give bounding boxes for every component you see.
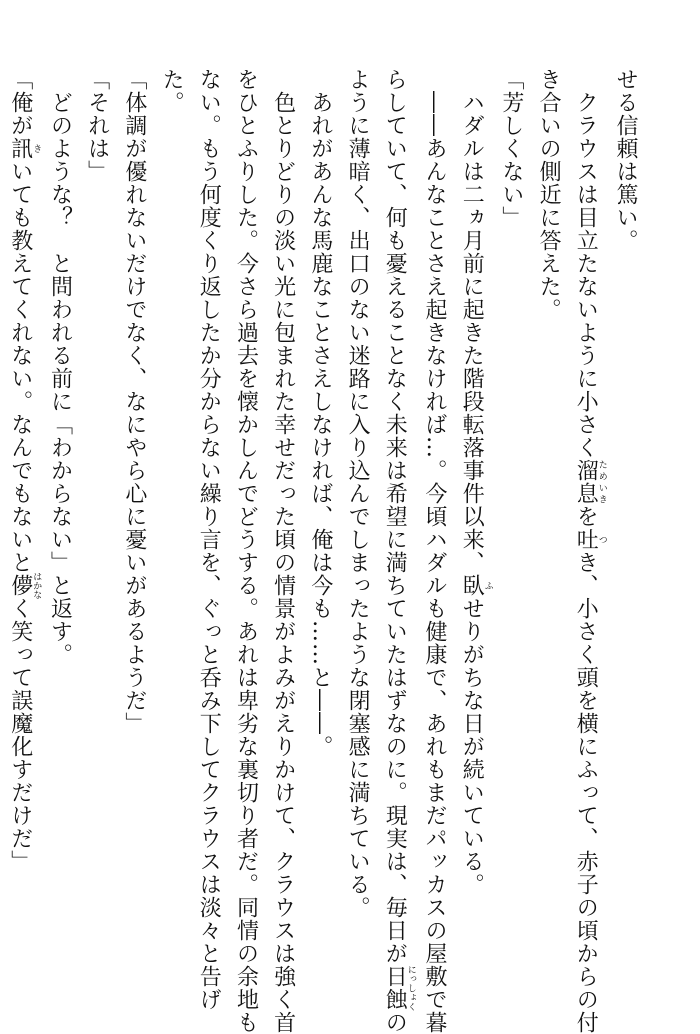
text-line: ハダルは二ヵ月前に起きた階段転落事件以来、臥ふせりがちな日が続いている。 (459, 68, 493, 896)
ruby-nisshoku: 日蝕にっしょく (382, 965, 416, 1011)
text-line: 「俺が訊きいても教えてくれない。なんでもないと儚はかなく笑って誤魔化すだけだ」 (7, 68, 42, 873)
text-line: あれがあんな馬鹿なことさえしなければ、俺は今も……と――。 (307, 68, 333, 758)
text-line: き合いの側近に答えた。 (536, 68, 562, 321)
text-line: どのような？ と問われる前に「わからない」と返す。 (47, 68, 73, 666)
text-line: らしていて、何も憂えることなく未来は希望に満ちていたはずなのに。現実は、毎日が日蝕にっしょくの (382, 68, 416, 1034)
ruby-tameiki: 溜息ためいき (573, 459, 607, 505)
text-line: クラウスは目立たないように小さく溜息ためいきを吐つき、小さく頭を横にふって、赤子の頃からの付 (573, 68, 607, 1034)
text-line: をひとふりした。今さら過去を懐かしんでどうする。あれは卑劣な裏切り者だ。同情の余地も (233, 68, 259, 1034)
text-line: ――あんなことさえ起きなければ…。今頃ハダルも健康で、あれもまだパッカスの屋敷で暮 (421, 68, 447, 1034)
ruby-tsu: 吐つ (573, 528, 607, 551)
text-line: 色とりどりの淡い光に包まれた幸せだった頃の情景がよみがえりかけて、クラウスは強く首 (270, 68, 296, 1034)
ruby-fu: 臥ふ (459, 574, 493, 597)
vertical-text-body (2, 68, 644, 1034)
text-line: 「それは」 (84, 68, 110, 183)
text-line: 「体調が優れないだけでなく、なにやら心に憂いがあるようだ」 (121, 68, 147, 735)
text-line: ように薄暗く、出口のない迷路に入り込んでしまったような閉塞感に満ちている。 (345, 68, 371, 919)
ruby-hakana: 儚はかな (7, 572, 42, 599)
text-line: 「芳しくない」 (498, 68, 524, 229)
text-line: ない。もう何度くり返したか分からない繰り言を、ぐっと呑み下してクラウスは淡々と告げ (196, 68, 222, 1011)
text-line: た。 (159, 68, 185, 114)
text-line: せる信頼は篤い。 (613, 68, 638, 252)
ruby-ki: 訊き (7, 137, 42, 160)
